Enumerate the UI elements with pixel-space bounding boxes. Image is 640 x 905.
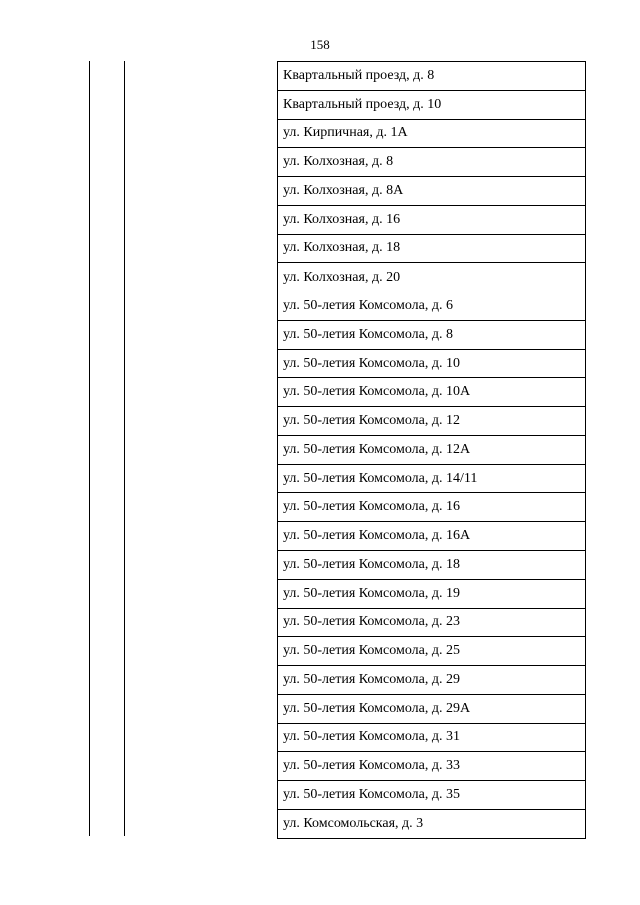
table-row: Квартальный проезд, д. 8: [278, 62, 585, 91]
table-row: ул. 50-летия Комсомола, д. 16: [278, 493, 585, 522]
table-row: ул. 50-летия Комсомола, д. 29: [278, 666, 585, 695]
table-row: ул. Колхозная, д. 16: [278, 206, 585, 235]
table-row: ул. 50-летия Комсомола, д. 10А: [278, 378, 585, 407]
table-row: ул. Колхозная, д. 8А: [278, 177, 585, 206]
table-row: Квартальный проезд, д. 10: [278, 91, 585, 120]
table-row: ул. 50-летия Комсомола, д. 12: [278, 407, 585, 436]
table-row: ул. 50-летия Комсомола, д. 29А: [278, 695, 585, 724]
table-row: ул. Колхозная, д. 20: [283, 269, 401, 285]
table-row: ул. 50-летия Комсомола, д. 12А: [278, 436, 585, 465]
address-table: [277, 61, 586, 839]
table-row: ул. 50-летия Комсомола, д. 10: [278, 350, 585, 379]
table-row: ул. 50-летия Комсомола, д. 6: [278, 292, 585, 321]
table-row: ул. Комсомольская, д. 3: [278, 810, 585, 839]
table-row: ул. 50-летия Комсомола, д. 23: [278, 609, 585, 638]
table-row: ул. Колхозная, д. 8: [278, 148, 585, 177]
table-row: ул. 50-летия Комсомола, д. 19: [278, 580, 585, 609]
table-row: ул. 50-летия Комсомола, д. 8: [278, 321, 585, 350]
page-number: 158: [310, 37, 330, 52]
table-row: ул. 50-летия Комсомола, д. 35: [278, 781, 585, 810]
table-row: ул. 50-летия Комсомола, д. 33: [278, 752, 585, 781]
table-column-border-left: [89, 61, 90, 836]
table-row: ул. Колхозная, д. 18: [278, 235, 585, 264]
table-row: ул. 50-летия Комсомола, д. 14/11: [278, 465, 585, 494]
table-row: ул. 50-летия Комсомола, д. 31: [278, 724, 585, 753]
table-row: ул. 50-летия Комсомола, д. 25: [278, 637, 585, 666]
table-column-border-middle: [124, 61, 125, 836]
table-row: ул. 50-летия Комсомола, д. 18: [278, 551, 585, 580]
table-row: ул. 50-летия Комсомола, д. 16А: [278, 522, 585, 551]
table-row: ул. Кирпичная, д. 1А: [278, 120, 585, 149]
